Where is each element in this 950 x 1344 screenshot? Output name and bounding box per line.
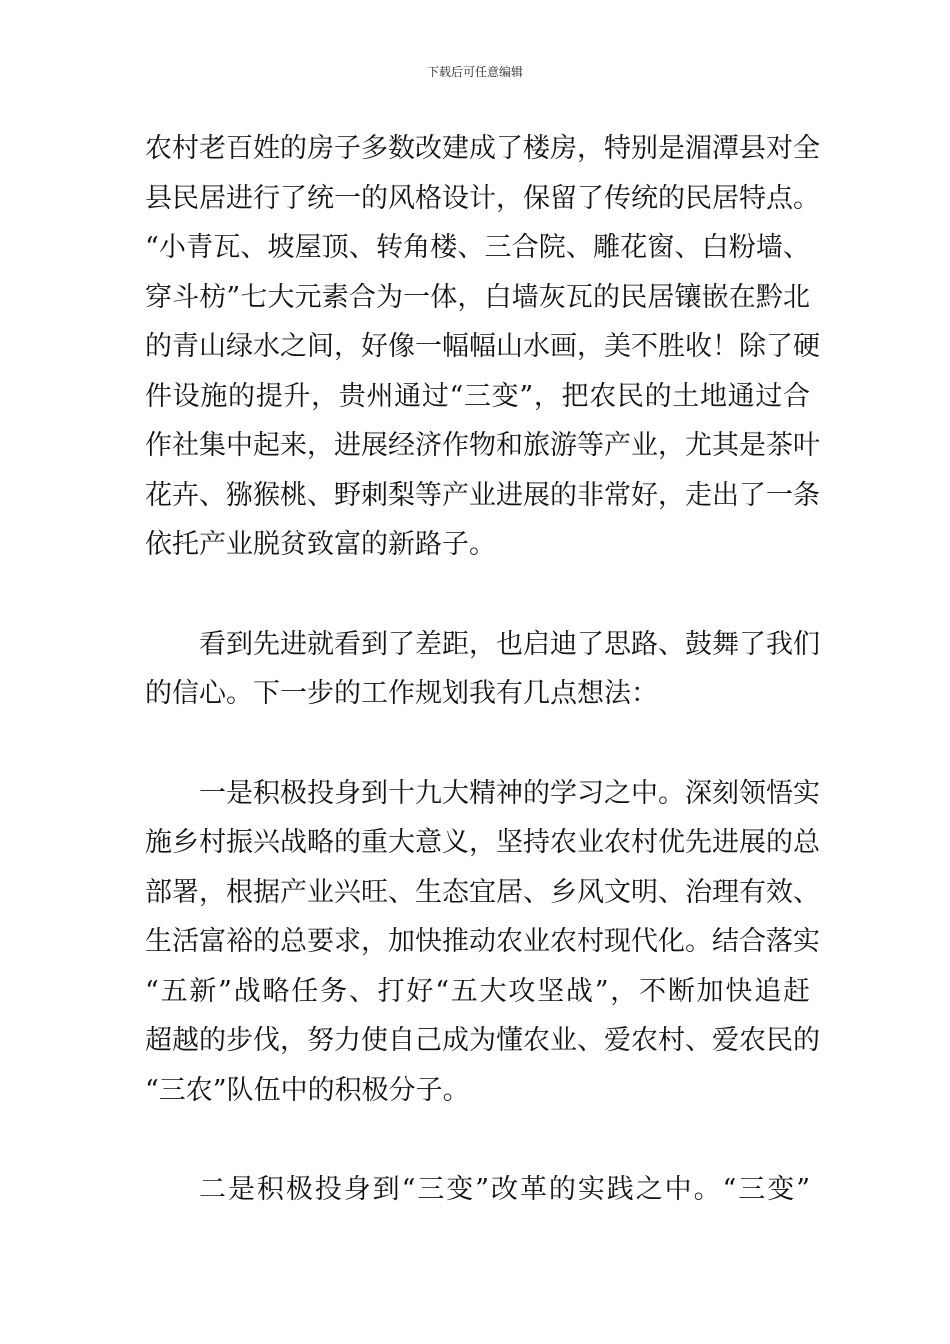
text-line: 施乡村振兴战略的重大意义，坚持农业农村优先进展的总 bbox=[145, 827, 820, 858]
text-line: 依托产业脱贫致富的新路子。 bbox=[145, 529, 496, 560]
text-line: 超越的步伐，努力使自己成为懂农业、爱农村、爱农民的 bbox=[145, 1025, 820, 1056]
text-line: 的青山绿水之间，好像一幅幅山水画，美不胜收！除了硬 bbox=[145, 331, 820, 362]
text-line: 看到先进就看到了差距，也启迪了思路、鼓舞了我们 bbox=[199, 628, 820, 660]
paragraph-1 bbox=[145, 124, 820, 570]
text-line: 二是积极投身到“三变”改革的实践之中。“三变” bbox=[199, 1174, 810, 1205]
text-line: 生活富裕的总要求，加快推动农业农村现代化。结合落实 bbox=[145, 926, 820, 957]
page-header: 下载后可任意编辑 bbox=[426, 65, 523, 79]
document-body bbox=[145, 124, 820, 1215]
text-line: “五新”战略任务、打好“五大攻坚战”，不断加快追赶 bbox=[145, 975, 810, 1007]
text-line: 县民居进行了统一的风格设计，保留了传统的民居特点。 bbox=[145, 182, 820, 214]
paragraph-4 bbox=[145, 1165, 810, 1215]
paragraph-spacer bbox=[145, 1115, 810, 1165]
paragraph-spacer bbox=[145, 570, 810, 620]
paragraph-3 bbox=[145, 769, 820, 1116]
text-line: 的信心。下一步的工作规划我有几点想法： bbox=[145, 678, 658, 709]
paragraph-spacer bbox=[145, 719, 810, 769]
text-line: 穿斗枋”七大元素合为一体，白墙灰瓦的民居镶嵌在黔北 bbox=[145, 281, 810, 313]
text-line: “小青瓦、坡屋顶、转角楼、三合院、雕花窗、白粉墙、 bbox=[145, 232, 810, 263]
text-line: 花卉、猕猴桃、野刺梨等产业进展的非常好，走出了一条 bbox=[145, 479, 820, 511]
text-line: 件设施的提升，贵州通过“三变”，把农民的土地通过合 bbox=[145, 380, 810, 412]
text-line: 部署，根据产业兴旺、生态宜居、乡风文明、治理有效、 bbox=[145, 876, 820, 908]
text-line: 一是积极投身到十九大精神的学习之中。深刻领悟实 bbox=[199, 777, 820, 809]
paragraph-2 bbox=[145, 620, 820, 719]
text-line: 农村老百姓的房子多数改建成了楼房，特别是湄潭县对全 bbox=[145, 133, 820, 164]
text-line: “三农”队伍中的积极分子。 bbox=[145, 1074, 470, 1106]
text-line: 作社集中起来，进展经济作物和旅游等产业，尤其是茶叶 bbox=[145, 430, 820, 461]
